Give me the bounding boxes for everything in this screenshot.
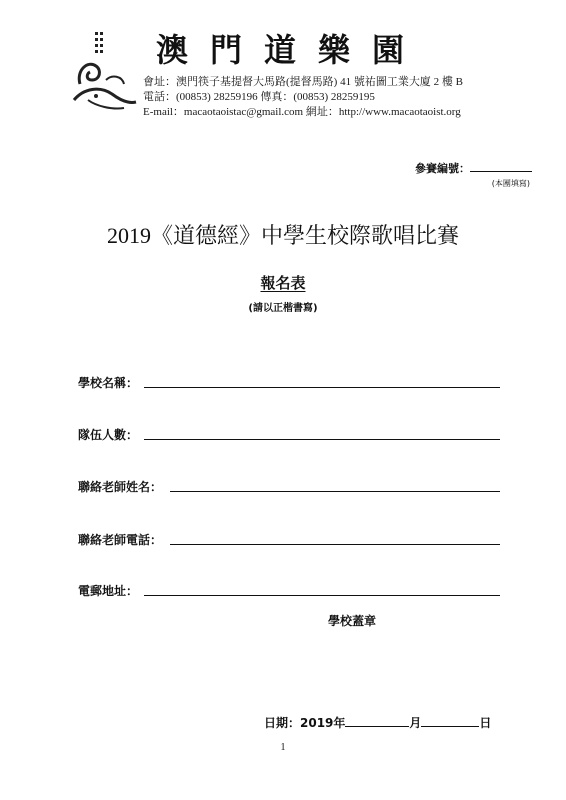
school-name-label: 學校名稱：	[78, 376, 139, 390]
month-label: 月	[409, 716, 422, 730]
date-prefix: 日期：2019年	[264, 716, 346, 730]
organization-address: 會址：澳門筷子基提督大馬路(提督馬路) 41 號祐圖工業大廈 2 樓 B	[143, 76, 463, 88]
form-title: 2019《道德經》中學生校際歌唱比賽	[106, 223, 459, 248]
organization-phone-fax: 電話：(00853) 28259196 傳真：(00853) 28259195	[143, 91, 375, 103]
day-blank[interactable]	[421, 714, 479, 727]
school-name-field[interactable]	[78, 372, 500, 390]
form-instruction: (請以正楷書寫)	[248, 303, 318, 314]
teacher-phone-blank[interactable]	[170, 544, 500, 545]
teacher-phone-label: 聯絡老師電話：	[78, 533, 163, 547]
team-size-blank[interactable]	[144, 439, 500, 440]
teacher-name-label: 聯絡老師姓名：	[78, 480, 163, 494]
email-field[interactable]	[78, 580, 500, 598]
taoist-logo-icon	[66, 30, 140, 114]
team-size-field[interactable]	[78, 424, 500, 442]
entry-number-label: 參賽編號：	[415, 162, 470, 175]
email-blank[interactable]	[144, 595, 500, 596]
organization-name: 澳門道樂園	[156, 31, 427, 69]
entry-number-note: (本團填寫)	[491, 179, 530, 188]
email-label: 電郵地址：	[78, 584, 139, 598]
teacher-name-blank[interactable]	[170, 491, 500, 492]
team-size-label: 隊伍人數：	[78, 428, 139, 442]
form-subtitle: 報名表	[260, 274, 306, 292]
month-blank[interactable]	[345, 714, 409, 727]
teacher-name-field[interactable]	[78, 476, 500, 494]
school-name-blank[interactable]	[144, 387, 500, 388]
day-label: 日	[479, 716, 492, 730]
entry-number-blank[interactable]	[470, 160, 532, 172]
date-field[interactable]	[264, 714, 491, 731]
teacher-phone-field[interactable]	[78, 529, 500, 547]
entry-number-field[interactable]	[415, 160, 532, 176]
school-stamp-label: 學校蓋章	[328, 614, 377, 628]
page-number: 1	[280, 742, 286, 753]
organization-email-website: E-mail：macaotaoistac@gmail.com 網址：http://www.macaotaoist.org	[143, 106, 461, 118]
